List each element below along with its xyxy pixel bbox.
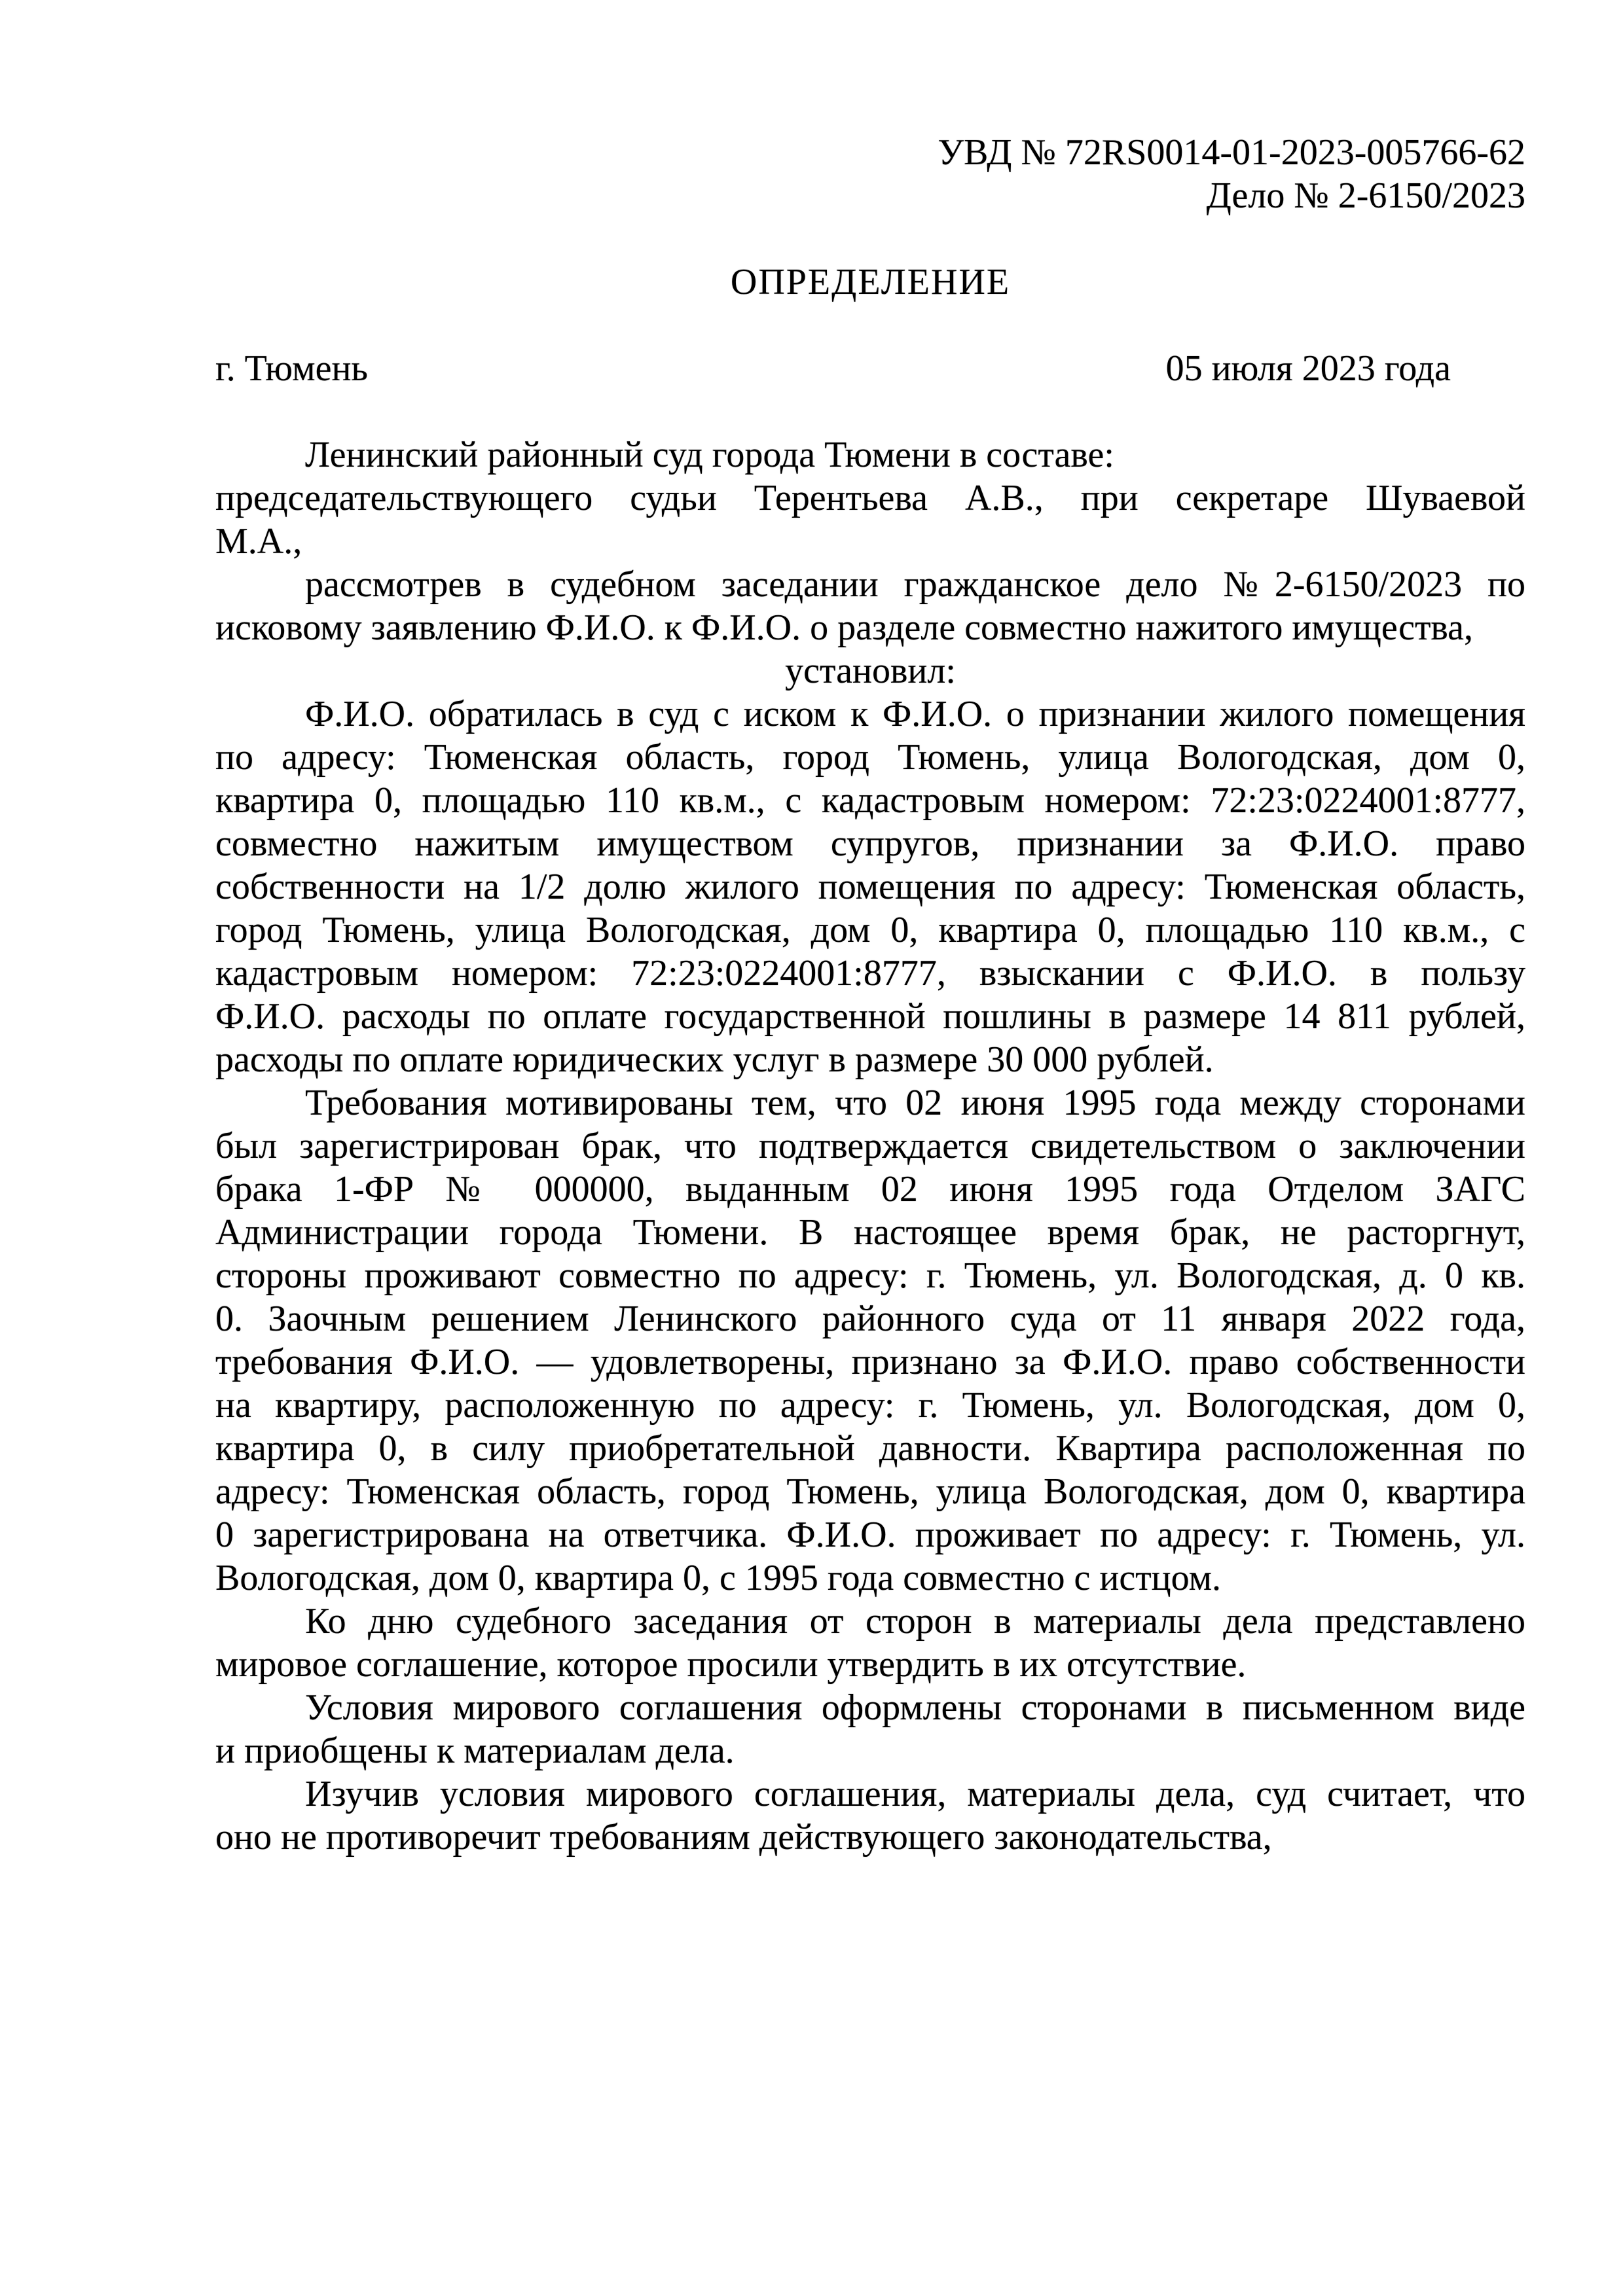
text-line: на квартиру, расположенную по адресу: г. Тюмень, ул. Вологодская, дом 0,	[215, 1385, 1525, 1426]
text-line: адресу: Тюменская область, город Тюмень, улица Вологодская, дом 0, квартира	[215, 1471, 1525, 1512]
case-number-line: Дело № 2-6150/2023	[1206, 175, 1525, 216]
text-line: Изучив условия мирового соглашения, материалы дела, суд считает, что	[305, 1774, 1525, 1814]
case-uid-line: УВД № 72RS0014-01-2023-005766-62	[938, 132, 1525, 173]
text-line: был зарегистрирован брак, что подтверждается свидетельством о заключении	[215, 1126, 1525, 1166]
text-line: М.А.,	[215, 521, 302, 562]
text-line: расходы по оплате юридических услуг в размере 30 000 рублей.	[215, 1039, 1214, 1080]
text-line: председательствующего судьи Терентьева А.В., при секретаре Шуваевой	[215, 478, 1525, 518]
text-line: квартира 0, площадью 110 кв.м., с кадастровым номером: 72:23:0224001:8777,	[215, 780, 1525, 821]
dateline-place: г. Тюмень	[215, 348, 368, 389]
text-line: по адресу: Тюменская область, город Тюмень, улица Вологодская, дом 0,	[215, 737, 1525, 778]
text-line: город Тюмень, улица Вологодская, дом 0, квартира 0, площадью 110 кв.м., с	[215, 910, 1525, 950]
text-line: Ф.И.О. обратилась в суд с иском к Ф.И.О. о признании жилого помещения	[305, 694, 1525, 734]
text-line: Требования мотивированы тем, что 02 июня 1995 года между сторонами	[305, 1083, 1525, 1123]
document-body	[215, 433, 1525, 1859]
text-line: Вологодская, дом 0, квартира 0, с 1995 года совместно с истцом.	[215, 1558, 1222, 1598]
text-line: 0 зарегистрирована на ответчика. Ф.И.О. проживает по адресу: г. Тюмень, ул.	[215, 1515, 1525, 1555]
text-line: кадастровым номером: 72:23:0224001:8777, взыскании с Ф.И.О. в пользу	[215, 953, 1525, 994]
text-line: Ф.И.О. расходы по оплате государственной пошлины в размере 14 811 рублей,	[215, 996, 1525, 1037]
text-line: собственности на 1/2 долю жилого помещения по адресу: Тюменская область,	[215, 867, 1525, 907]
text-line: мировое соглашение, которое просили утвердить в их отсутствие.	[215, 1644, 1247, 1685]
text-line: брака 1-ФР № 000000, выданным 02 июня 1995 года Отделом ЗАГС	[215, 1169, 1525, 1210]
text-line: исковому заявлению Ф.И.О. к Ф.И.О. о разделе совместно нажитого имущества,	[215, 607, 1473, 648]
text-line: стороны проживают совместно по адресу: г. Тюмень, ул. Вологодская, д. 0 кв.	[215, 1255, 1525, 1296]
text-line: Условия мирового соглашения оформлены сторонами в письменном виде	[305, 1687, 1525, 1728]
text-line: Администрации города Тюмени. В настоящее время брак, не расторгнут,	[215, 1212, 1525, 1253]
text-line: Ленинский районный суд города Тюмени в составе:	[305, 435, 1114, 475]
text-line: рассмотрев в судебном заседании гражданское дело №2-6150/2023 по	[305, 564, 1525, 605]
text-line: 0. Заочным решением Ленинского районного суда от 11 января 2022 года,	[215, 1299, 1525, 1339]
document-title: ОПРЕДЕЛЕНИЕ	[730, 262, 1011, 302]
dateline-date: 05 июля 2023 года	[1165, 348, 1451, 389]
text-line: Ко дню судебного заседания от сторон в материалы дела представлено	[305, 1601, 1525, 1641]
text-line: установил:	[785, 651, 956, 691]
case-header-block	[215, 131, 1525, 217]
text-line: оно не противоречит требованиям действующего законодательства,	[215, 1817, 1272, 1857]
text-line: квартира 0, в силу приобретательной давности. Квартира расположенная по	[215, 1428, 1525, 1469]
text-line: совместно нажитым имуществом супругов, признании за Ф.И.О. право	[215, 823, 1525, 864]
text-line: требования Ф.И.О. — удовлетворены, признано за Ф.И.О. право собственности	[215, 1342, 1525, 1382]
dateline	[215, 347, 1525, 390]
text-line: и приобщены к материалам дела.	[215, 1731, 735, 1771]
